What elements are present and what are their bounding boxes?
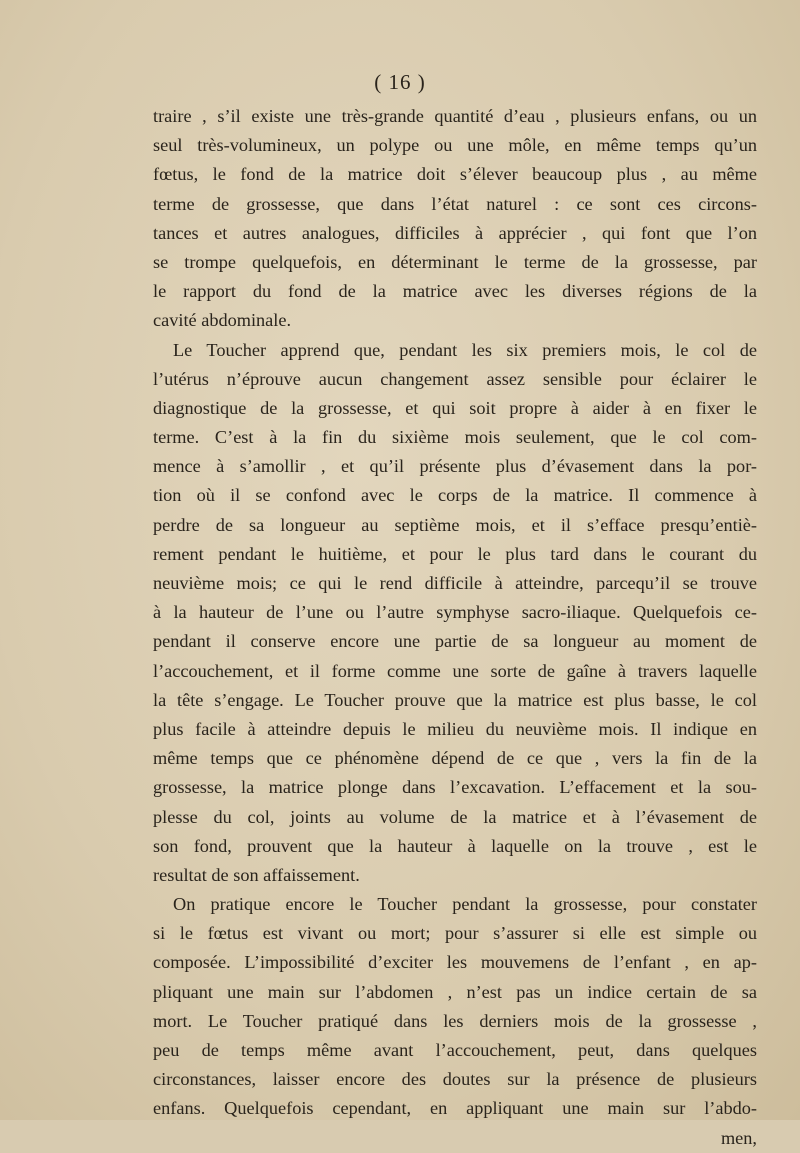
text-line: tion où il se confond avec le corps de la matrice. Il commence à <box>153 485 757 506</box>
text-line: peu de temps même avant l’accouchement, peut, dans quelques <box>153 1040 757 1060</box>
text-line: neuvième mois; ce qui le rend difficile à atteindre, parcequ’il se trouve <box>153 573 757 593</box>
text-line: enfans. Quelquefois cependant, en appliquant une main sur l’abdo- <box>153 1098 757 1119</box>
text-line: se trompe quelquefois, en déterminant le terme de la grossesse, par <box>153 251 757 272</box>
text-line: son fond, prouvent que la hauteur à laquelle on la trouve , est le <box>153 835 757 856</box>
text-line: le rapport du fond de la matrice avec les diverses régions de la <box>153 281 757 302</box>
text-line: composée. L’impossibilité d’exciter les mouvemens de l’enfant , en ap- <box>153 952 757 973</box>
paragraph-first-line: Le Toucher apprend que, pendant les six premiers mois, le col de <box>173 339 757 360</box>
paragraph-first-line: On pratique encore le Toucher pendant la grossesse, pour constater <box>173 894 757 915</box>
text-line: rement pendant le huitième, et pour le plus tard dans le courant du <box>153 543 757 564</box>
text-line: tances et autres analogues, difficiles à apprécier , qui font que l’on <box>153 222 757 243</box>
text-line: même temps que ce phénomène dépend de ce que , vers la fin de la <box>153 748 757 769</box>
text-line: resultat de son affaissement. <box>153 864 360 885</box>
text-line: mort. Le Toucher pratiqué dans les derniers mois de la grossesse , <box>153 1010 757 1031</box>
text-line: fœtus, le fond de la matrice doit s’élever beaucoup plus , au même <box>153 164 757 185</box>
text-line: plesse du col, joints au volume de la matrice et à l’évasement de <box>153 806 757 827</box>
text-line: diagnostique de la grossesse, et qui soit propre à aider à en fixer le <box>153 397 757 418</box>
text-line: circonstances, laisser encore des doutes sur la présence de plusieurs <box>153 1069 757 1090</box>
text-line: cavité abdominale. <box>153 310 292 331</box>
text-line: traire , s’il existe une très-grande quantité d’eau , plusieurs enfans, ou un <box>153 106 757 126</box>
text-line: terme. C’est à la fin du sixième mois seulement, que le col com- <box>153 427 757 448</box>
text-line: si le fœtus est vivant ou mort; pour s’assurer si elle est simple ou <box>153 923 757 944</box>
text-line: seul très-volumineux, un polype ou une môle, en même temps qu’un <box>153 135 757 156</box>
page-number: ( 16 ) <box>374 70 426 94</box>
text-line: pliquant une main sur l’abdomen , n’est pas un indice certain de sa <box>153 981 757 1002</box>
text-line: la tête s’engage. Le Toucher prouve que la matrice est plus basse, le col <box>153 689 757 710</box>
text-line: l’utérus n’éprouve aucun changement assez sensible pour éclairer le <box>153 368 757 389</box>
text-line: mence à s’amollir , et qu’il présente plus d’évasement dans la por- <box>153 456 757 477</box>
catchword: men, <box>720 1127 757 1148</box>
text-line: perdre de sa longueur au septième mois, et il s’efface presqu’entiè- <box>153 514 757 535</box>
text-line: l’accouchement, et il forme comme une sorte de gaîne à travers laquelle <box>153 660 757 681</box>
text-line: terme de grossesse, que dans l’état naturel : ce sont ces circons- <box>153 193 757 214</box>
text-line: pendant il conserve encore une partie de sa longueur au moment de <box>153 631 757 652</box>
text-line: plus facile à atteindre depuis le milieu du neuvième mois. Il indique en <box>153 718 757 739</box>
text-line: grossesse, la matrice plonge dans l’excavation. L’effacement et la sou- <box>153 777 757 798</box>
text-line: à la hauteur de l’une ou l’autre symphyse sacro-iliaque. Quelquefois ce- <box>153 602 757 623</box>
body-text <box>153 102 757 1153</box>
